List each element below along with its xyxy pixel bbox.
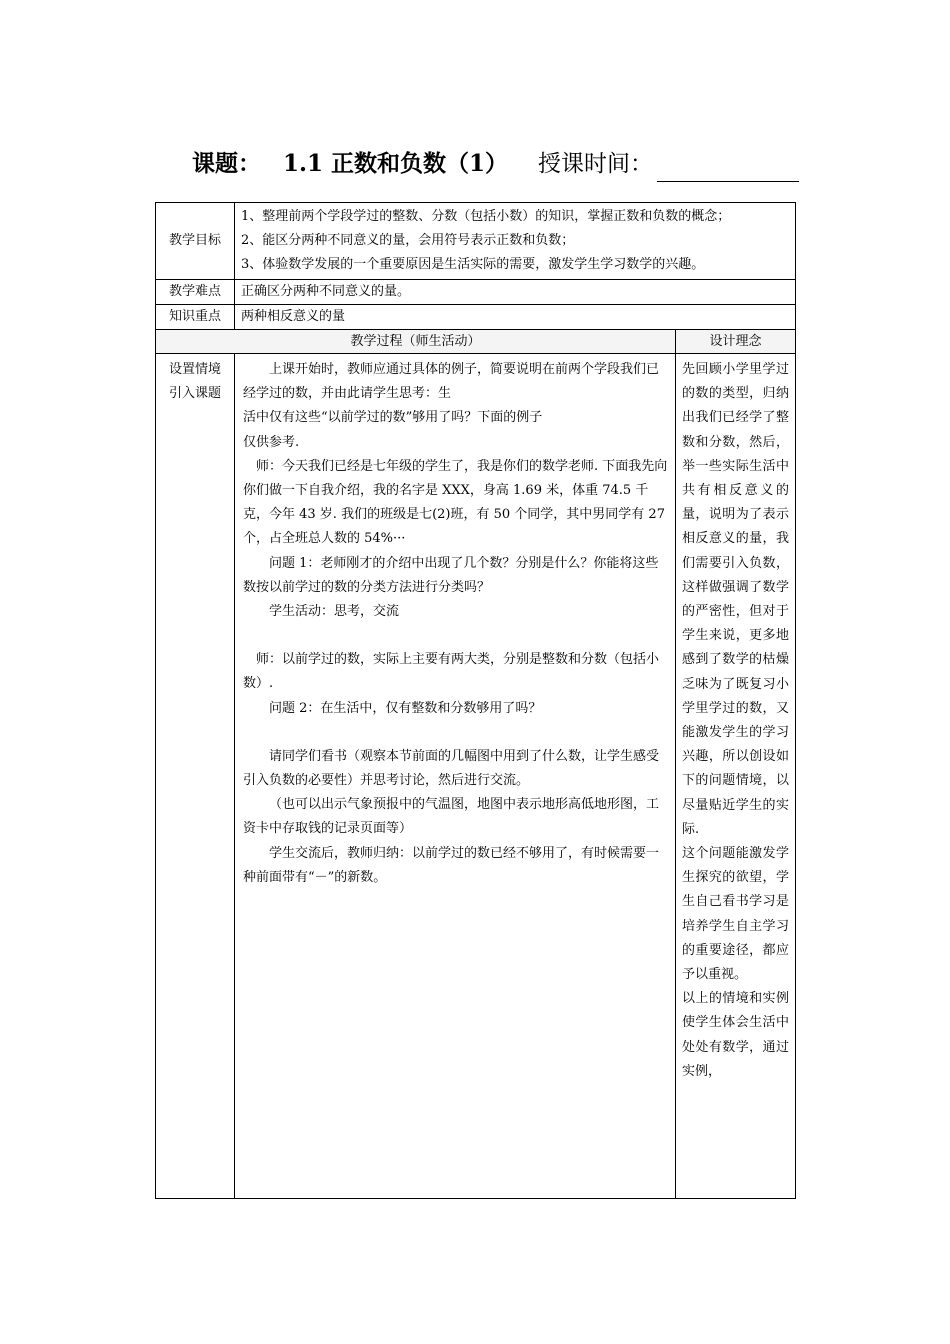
process-paragraph: 学生活动：思考，交流: [269, 604, 400, 620]
design-paragraph: 这个问题能激发学生探究的欲望，学生自己看书学习是培养学生自主学习的重要途径，都应予以重视。: [682, 846, 789, 983]
process-paragraph: 活中仅有这些“以前学过的数”够用了吗？下面的例子: [243, 410, 543, 426]
process-paragraph: 问题 2：在生活中，仅有整数和分数够用了吗？: [269, 700, 542, 716]
time-blank-line: [657, 155, 799, 182]
time-label: 授课时间：: [538, 151, 654, 177]
design-paragraph: 以上的情境和实例使学生体会生活中处处有数学，通过实例，: [682, 991, 789, 1079]
process-paragraph: 师：今天我们已经是七年级的学生了，我是你们的数学老师. 下面我先向你们做一下自我介绍，我的名字是 XXX，身高 1.69 米，体重 74.5 千克，今年 43 岁. 我们的班级是七(2)班，有 50 个同学，其中男同学有 27 个，占全班总人数的 54%···: [243, 458, 668, 547]
goal-item: 2、能区分两种不同意义的量，会用符号表示正数和负数；: [241, 233, 575, 248]
section-label-line: 设置情境: [168, 362, 221, 377]
key-label: 知识重点: [156, 305, 235, 330]
goals-row: [156, 203, 796, 280]
lesson-plan-table: [155, 202, 796, 1199]
process-paragraph: 问题 1：老师刚才的介绍中出现了几个数？分别是什么？你能将这些数按以前学过的数的分类方法进行分类吗？: [243, 555, 659, 595]
header-row: [156, 330, 796, 354]
difficulty-row: [156, 280, 796, 305]
goals-cell: [235, 203, 796, 280]
key-row: [156, 305, 796, 330]
process-paragraph: 学生交流后，教师归纳：以前学过的数已经不够用了，有时候需要一种前面带有“－”的新数。: [243, 845, 660, 885]
goal-item: 1、整理前两个学段学过的整数、分数（包括小数）的知识，掌握正数和负数的概念；: [241, 209, 731, 224]
goals-label: 教学目标: [156, 203, 235, 280]
section-label-line: 引入课题: [168, 386, 221, 401]
goal-item: 3、体验数学发展的一个重要原因是生活实际的需要，激发学生学习数学的兴趣。: [241, 257, 705, 272]
design-cell: [676, 354, 796, 1199]
process-cell: [235, 354, 676, 1199]
content-row: [156, 354, 796, 1199]
design-header: 设计理念: [676, 330, 796, 354]
process-paragraph: 仅供参考.: [243, 434, 300, 450]
process-paragraph: 请同学们看书（观察本节前面的几幅图中用到了什么数，让学生感受引入负数的必要性）并思考讨论，然后进行交流。: [243, 748, 660, 789]
section-label: [156, 354, 235, 1199]
process-paragraph: 师：以前学过的数，实际上主要有两大类，分别是整数和分数（包括小数）.: [243, 652, 660, 692]
lesson-title: [192, 146, 812, 182]
design-paragraph: 先回顾小学里学过的数的类型，归纳出我们已经学了整数和分数，然后，举一些实际生活中共有相反意义的量，说明为了表示相反意义的量，我们需要引入负数，这样做强调了数学的严密性，但对于学生来说，更多地感到了数学的枯燥乏味为了既复习小学里学过的数，又能激发学生的学习兴趣，所以创设如下的问题情境，以尽量贴近学生的实际.: [682, 362, 789, 837]
process-paragraph: 上课开始时，教师应通过具体的例子，简要说明在前两个学段我们已经学过的数，并由此请学生思考：生: [243, 362, 660, 402]
process-header: 教学过程（师生活动）: [156, 330, 676, 354]
key-text: 两种相反意义的量: [235, 305, 796, 330]
title-text: 1.1 正数和负数（1）: [283, 150, 509, 177]
difficulty-label: 教学难点: [156, 280, 235, 305]
title-label: 课题：: [192, 150, 261, 177]
process-paragraph: （也可以出示气象预报中的气温图，地图中表示地形高低地形图，工资卡中存取钱的记录页面等）: [243, 797, 660, 837]
difficulty-text: 正确区分两种不同意义的量。: [235, 280, 796, 305]
